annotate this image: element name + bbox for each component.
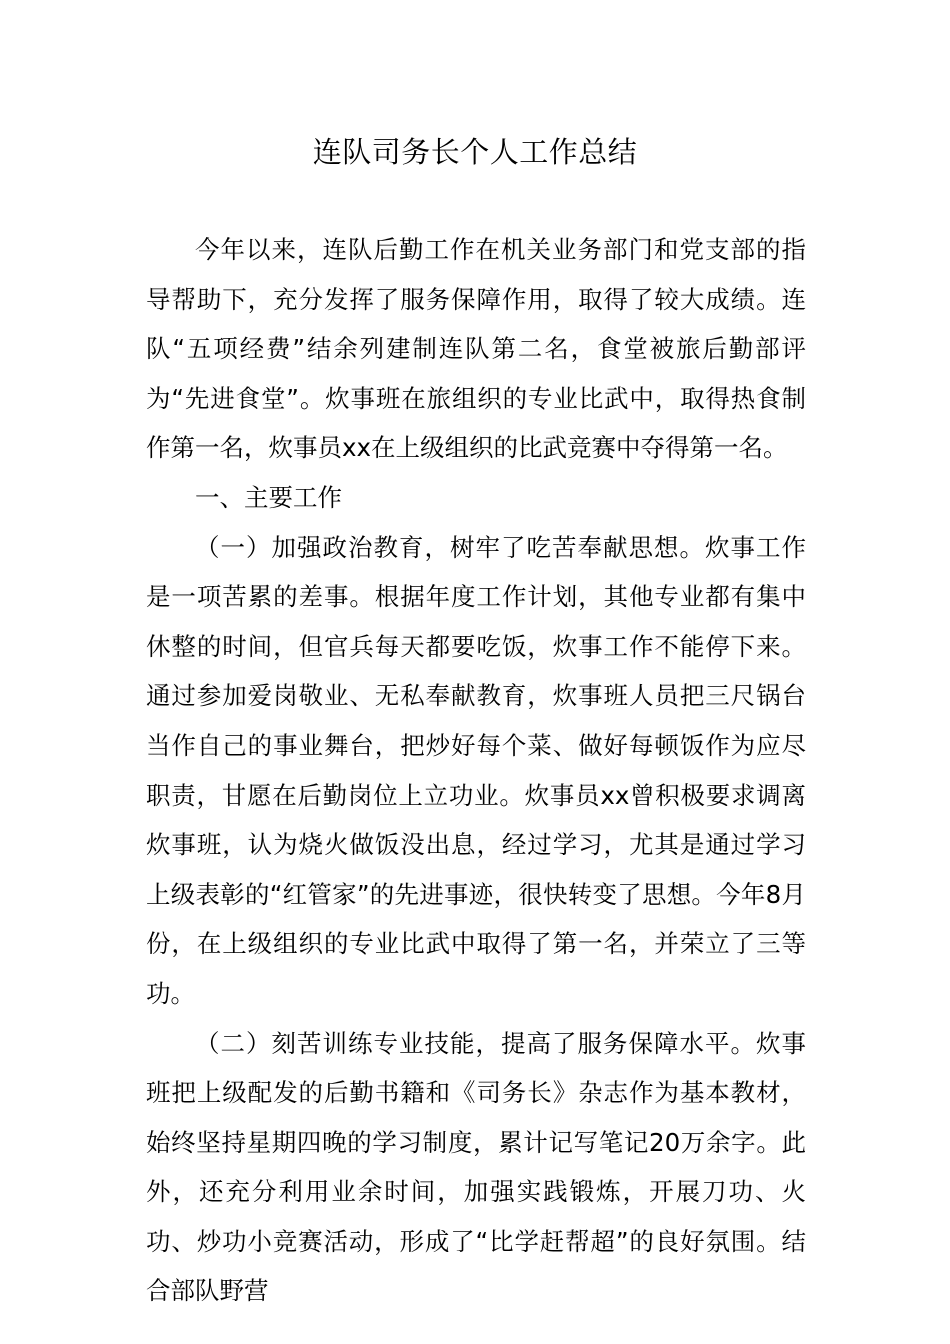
document-body xyxy=(146,225,806,1316)
document-title: 连队司务长个人工作总结 xyxy=(312,135,638,169)
paragraph-skills-training: （二）刻苦训练专业技能，提高了服务保障水平。炊事班把上级配发的后勤书籍和《司务长》杂志作为基本教材，始终坚持星期四晚的学习制度，累计记写笔记20万余字。此外，还充分利用业余时间，加强实践锻炼，开展刀功、火功、炒功小竞赛活动，形成了“比学赶帮超”的良好氛围。结合部队野营 xyxy=(146,1028,806,1306)
section-heading-main-work: 一、主要工作 xyxy=(195,482,342,512)
paragraph-political-education: （一）加强政治教育，树牢了吃苦奉献思想。炊事工作是一项苦累的差事。根据年度工作计划，其他专业都有集中休整的时间，但官兵每天都要吃饭，炊事工作不能停下来。通过参加爱岗敬业、无私奉献教育，炊事班人员把三尺锅台当作自己的事业舞台，把炒好每个菜、做好每顿饭作为应尽职责，甘愿在后勤岗位上立功业。炊事员xx曾积极要求调离炊事班，认为烧火做饭没出息，经过学习，尤其是通过学习上级表彰的“红管家”的先进事迹，很快转变了思想。今年8月份，在上级组织的专业比武中取得了第一名，并荣立了三等功。 xyxy=(146,532,806,1008)
paragraph-intro: 今年以来，连队后勤工作在机关业务部门和党支部的指导帮助下，充分发挥了服务保障作用，取得了较大成绩。连队“五项经费”结余列建制连队第二名，食堂被旅后勤部评为“先进食堂”。炊事班在旅组织的专业比武中，取得热食制作第一名，炊事员xx在上级组织的比武竞赛中夺得第一名。 xyxy=(146,235,806,463)
